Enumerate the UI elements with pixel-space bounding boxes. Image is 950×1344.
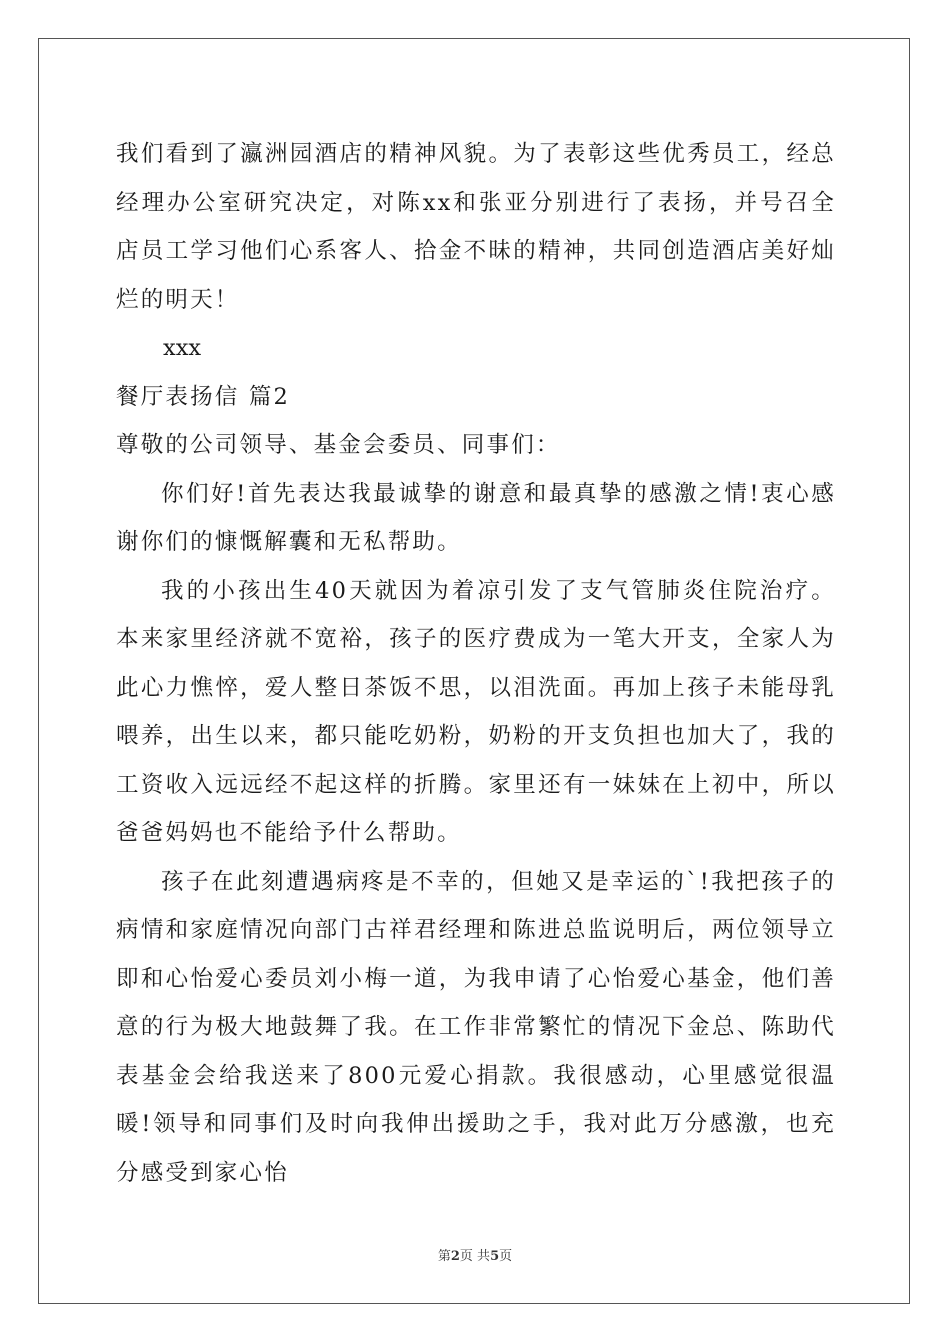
paragraph-2: 你们好!首先表达我最诚挚的谢意和最真挚的感激之情!衷心感谢你们的慷慨解囊和无私帮助。 [116,480,836,555]
signature: xxx [163,335,202,361]
footer-total-pages: 5 [490,1249,500,1264]
footer-prefix: 第 [437,1249,451,1264]
section-title: 餐厅表扬信 篇2 [116,383,291,410]
footer-current-page: 2 [450,1249,460,1264]
paragraph-1: 我们看到了瀛洲园酒店的精神风貌。为了表彰这些优秀员工，经总经理办公室研究决定，对陈xx和张亚分别进行了表扬，并号召全店员工学习他们心系客人、拾金不昧的精神，共同创造酒店美好灿烂的明天！ [116,141,836,313]
footer-suffix: 页 [499,1249,513,1264]
greeting: 尊敬的公司领导、基金会委员、同事们： [116,432,561,458]
paragraph-3: 我的小孩出生40天就因为着凉引发了支气管肺炎住院治疗。本来家里经济就不宽裕，孩子的医疗费成为一笔大开支，全家人为此心力憔悴，爱人整日茶饭不思，以泪洗面。再加上孩子未能母乳喂养，出生以来，都只能吃奶粉，奶粉的开支负担也加大了，我的工资收入远远经不起这样的折腾。家里还有一妹妹在上初中，所以爸爸妈妈也不能给予什么帮助。 [116,577,836,846]
page-footer [0,1245,950,1264]
paragraph-4: 孩子在此刻遭遇病疼是不幸的，但她又是幸运的`!我把孩子的病情和家庭情况向部门古祥君经理和陈进总监说明后，两位领导立即和心怡爱心委员刘小梅一道，为我申请了心怡爱心基金，他们善意的行为极大地鼓舞了我。在工作非常繁忙的情况下金总、陈助代表基金会给我送来了800元爱心捐款。我很感动，心里感觉很温暖!领导和同事们及时向我伸出援助之手，我对此万分感激，也充分感受到家心怡 [116,868,836,1186]
footer-middle: 页 共 [459,1249,491,1264]
document-body [116,130,836,1197]
